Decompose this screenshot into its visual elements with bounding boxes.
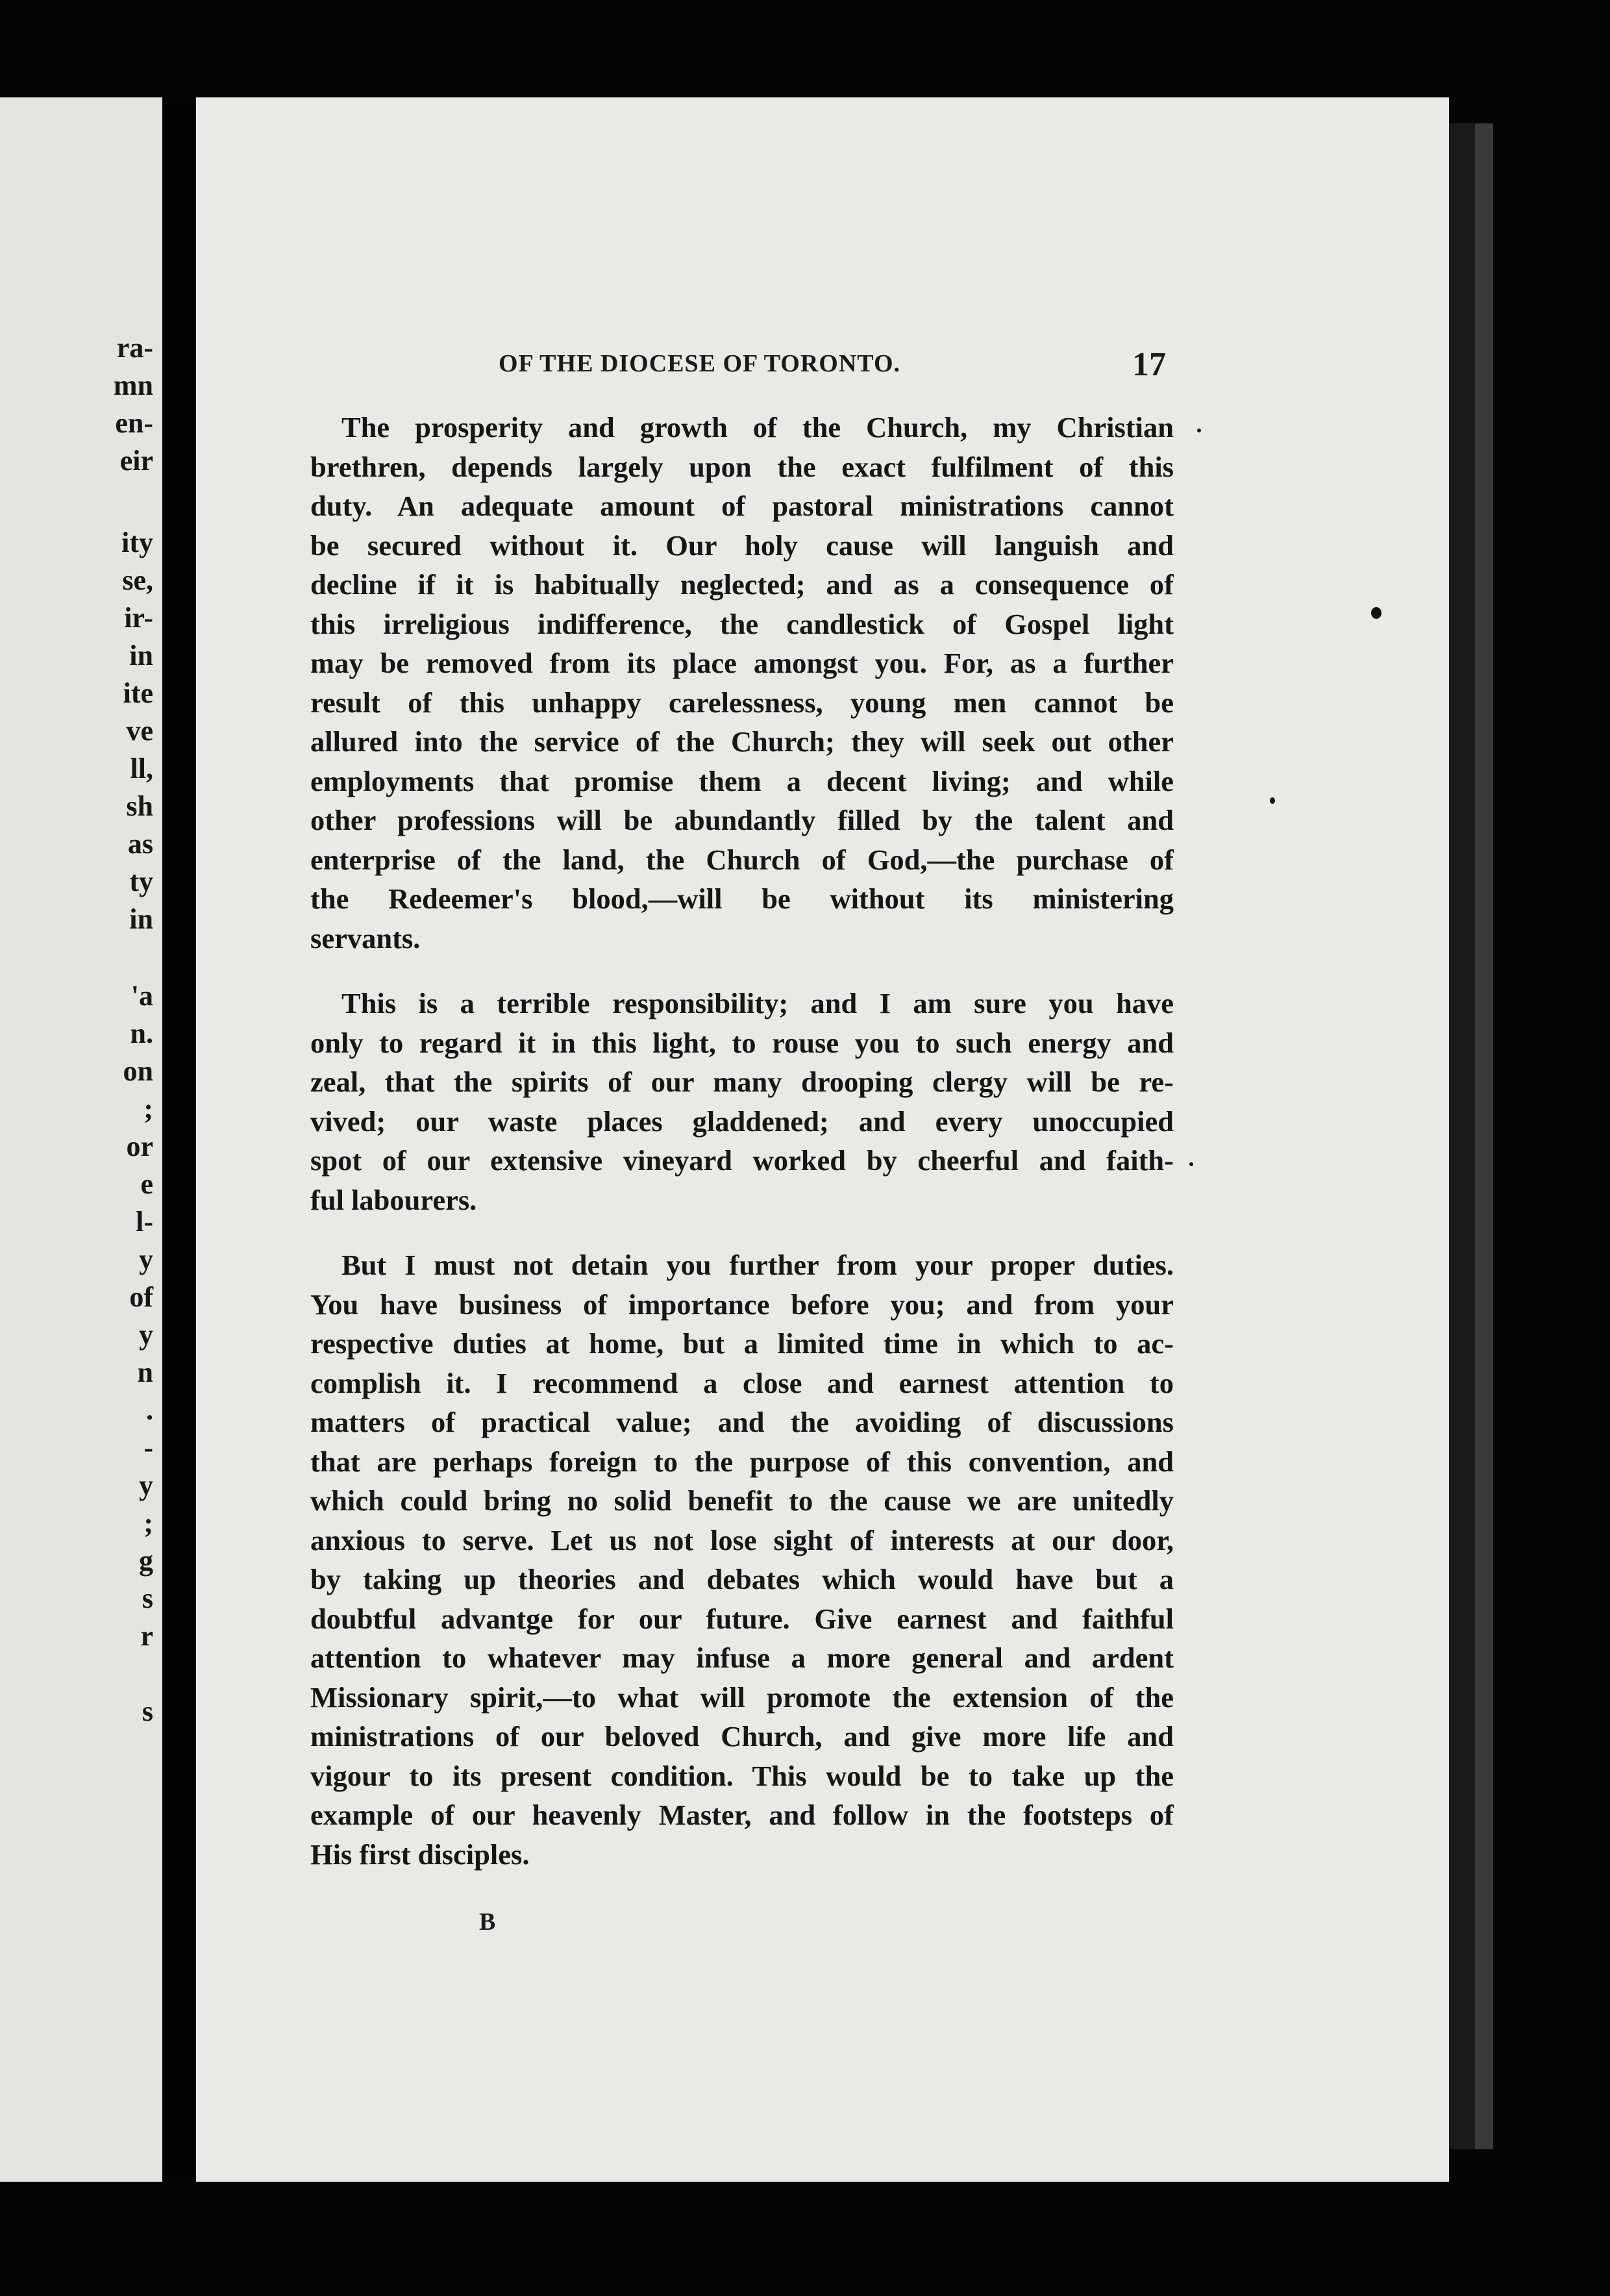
facing-page-text-fragment: mn xyxy=(113,369,153,401)
scan-speck xyxy=(1197,429,1201,432)
facing-page-text-fragment: ity xyxy=(121,527,153,558)
text-line: matters of practical value; and the avoiding of discussions xyxy=(310,1406,1174,1438)
facing-page-text-fragment: ve xyxy=(126,715,153,747)
text-line: spot of our extensive vineyard worked by cheerful and faith- xyxy=(310,1144,1174,1177)
text-line: ful labourers. xyxy=(310,1183,477,1216)
text-line: You have business of importance before you; and from your xyxy=(310,1288,1174,1321)
text-line: employments that promise them a decent living; and while xyxy=(310,764,1174,797)
facing-page-text-fragment: ir- xyxy=(124,602,153,634)
text-line: Missionary spirit,—to what will promote the extension of the xyxy=(310,1680,1174,1714)
facing-page-text-fragment: sh xyxy=(126,790,153,822)
text-line: complish it. I recommend a close and earnest attention to xyxy=(310,1366,1174,1399)
text-line: His first disciples. xyxy=(310,1838,530,1871)
facing-page-text-fragment: ; xyxy=(143,1093,153,1125)
text-line: anxious to serve. Let us not lose sight of interests at our door, xyxy=(310,1523,1174,1556)
facing-page-text-fragment: eir xyxy=(119,445,153,477)
text-line: that are perhaps foreign to the purpose of this convention, and xyxy=(310,1445,1174,1478)
facing-page-text-fragment: n. xyxy=(130,1017,153,1049)
text-line: But I must not detain you further from your proper duties. xyxy=(341,1249,1174,1281)
text-line: result of this unhappy carelessness, young men cannot be xyxy=(310,686,1174,719)
facing-page-text-fragment: ll, xyxy=(130,753,153,784)
facing-page-text-fragment: . xyxy=(146,1394,153,1426)
facing-page-text-fragment: or xyxy=(126,1130,153,1162)
paragraph xyxy=(310,1245,1174,1874)
text-line: This is a terrible responsibility; and I am sure you have xyxy=(341,987,1174,1019)
facing-page-text-fragment: e xyxy=(140,1168,153,1200)
text-line: doubtful advantge for our future. Give earnest and faithful xyxy=(310,1602,1174,1635)
facing-page-text-fragment: y xyxy=(139,1243,153,1275)
facing-page-text-fragment: in xyxy=(129,903,153,935)
facing-page-text-fragment: in xyxy=(129,640,153,671)
text-line: ministrations of our beloved Church, and give more life and xyxy=(310,1720,1174,1753)
text-line: other professions will be abundantly filled by the talent and xyxy=(310,804,1174,836)
facing-page-text-fragment: en- xyxy=(115,407,153,439)
page-edge-shadow-outer xyxy=(1475,123,1493,2149)
facing-page-fragment xyxy=(0,97,162,2182)
facing-page-text-fragment: ite xyxy=(123,677,153,709)
text-line: zeal, that the spirits of our many drooping clergy will be re- xyxy=(310,1066,1174,1098)
book-gutter xyxy=(162,97,196,2182)
facing-page-text-fragment: ra- xyxy=(116,332,153,364)
facing-page-text-fragment: n xyxy=(137,1356,153,1388)
text-line: vigour to its present condition. This would be to take up the xyxy=(310,1759,1174,1792)
text-line: vived; our waste places gladdened; and every unoccupied xyxy=(310,1104,1174,1138)
facing-page-text-fragment: of xyxy=(129,1281,153,1313)
facing-page-text-fragment: g xyxy=(139,1545,153,1577)
text-line: this irreligious indifference, the candlestick of Gospel light xyxy=(310,607,1174,640)
text-line: enterprise of the land, the Church of God,—the purchase of xyxy=(310,843,1174,876)
paragraph xyxy=(310,408,1174,958)
text-line: allured into the service of the Church; they will seek out other xyxy=(310,725,1174,758)
signature-mark: B xyxy=(479,1908,496,1936)
facing-page-text-fragment: y xyxy=(139,1319,153,1351)
text-line: duty. An adequate amount of pastoral ministrations cannot xyxy=(310,490,1174,522)
facing-page-text-fragment: l- xyxy=(136,1206,153,1238)
text-line: respective duties at home, but a limited time in which to ac- xyxy=(310,1327,1174,1360)
scan-speck xyxy=(1371,607,1381,619)
facing-page-text-fragment: ty xyxy=(129,866,153,897)
text-line: servants. xyxy=(310,921,421,955)
running-title: OF THE DIOCESE OF TORONTO. xyxy=(499,350,901,377)
page-edge-shadow xyxy=(1449,123,1475,2149)
facing-page-text-fragment: se, xyxy=(122,564,153,596)
scan-speck xyxy=(1270,797,1275,804)
scan-speck xyxy=(1189,1162,1193,1166)
facing-page-text-fragment: ; xyxy=(143,1507,153,1539)
facing-page-text-fragment: r xyxy=(140,1620,153,1652)
text-line: example of our heavenly Master, and follow in the footsteps of xyxy=(310,1799,1174,1831)
paragraph xyxy=(310,984,1174,1219)
facing-page-text-fragment: on xyxy=(123,1055,153,1087)
text-line: the Redeemer's blood,—will be without its ministering xyxy=(310,882,1174,915)
text-line: which could bring no solid benefit to the cause we are unitedly xyxy=(310,1484,1174,1517)
text-line: The prosperity and growth of the Church, my Christian xyxy=(341,411,1174,443)
facing-page-text-fragment: s xyxy=(142,1695,153,1727)
facing-page-text-fragment: - xyxy=(143,1432,153,1464)
text-line: brethren, depends largely upon the exact fulfilment of this xyxy=(310,450,1174,483)
text-line: be secured without it. Our holy cause will languish and xyxy=(310,529,1174,562)
page-body xyxy=(310,408,1174,1874)
facing-page-text-fragment: y xyxy=(139,1469,153,1501)
text-line: by taking up theories and debates which would have but a xyxy=(310,1563,1174,1595)
text-line: attention to whatever may infuse a more general and ardent xyxy=(310,1641,1174,1674)
facing-page-text-fragment: as xyxy=(127,828,153,860)
text-line: decline if it is habitually neglected; and as a consequence of xyxy=(310,568,1174,601)
page-number: 17 xyxy=(1132,346,1166,383)
page-header xyxy=(304,345,1174,384)
text-line: may be removed from its place amongst you. For, as a further xyxy=(310,647,1174,679)
facing-page-text-fragment: s xyxy=(142,1582,153,1614)
facing-page-text-fragment: 'a xyxy=(130,980,153,1012)
text-line: only to regard it in this light, to rouse you to such energy and xyxy=(310,1026,1174,1059)
